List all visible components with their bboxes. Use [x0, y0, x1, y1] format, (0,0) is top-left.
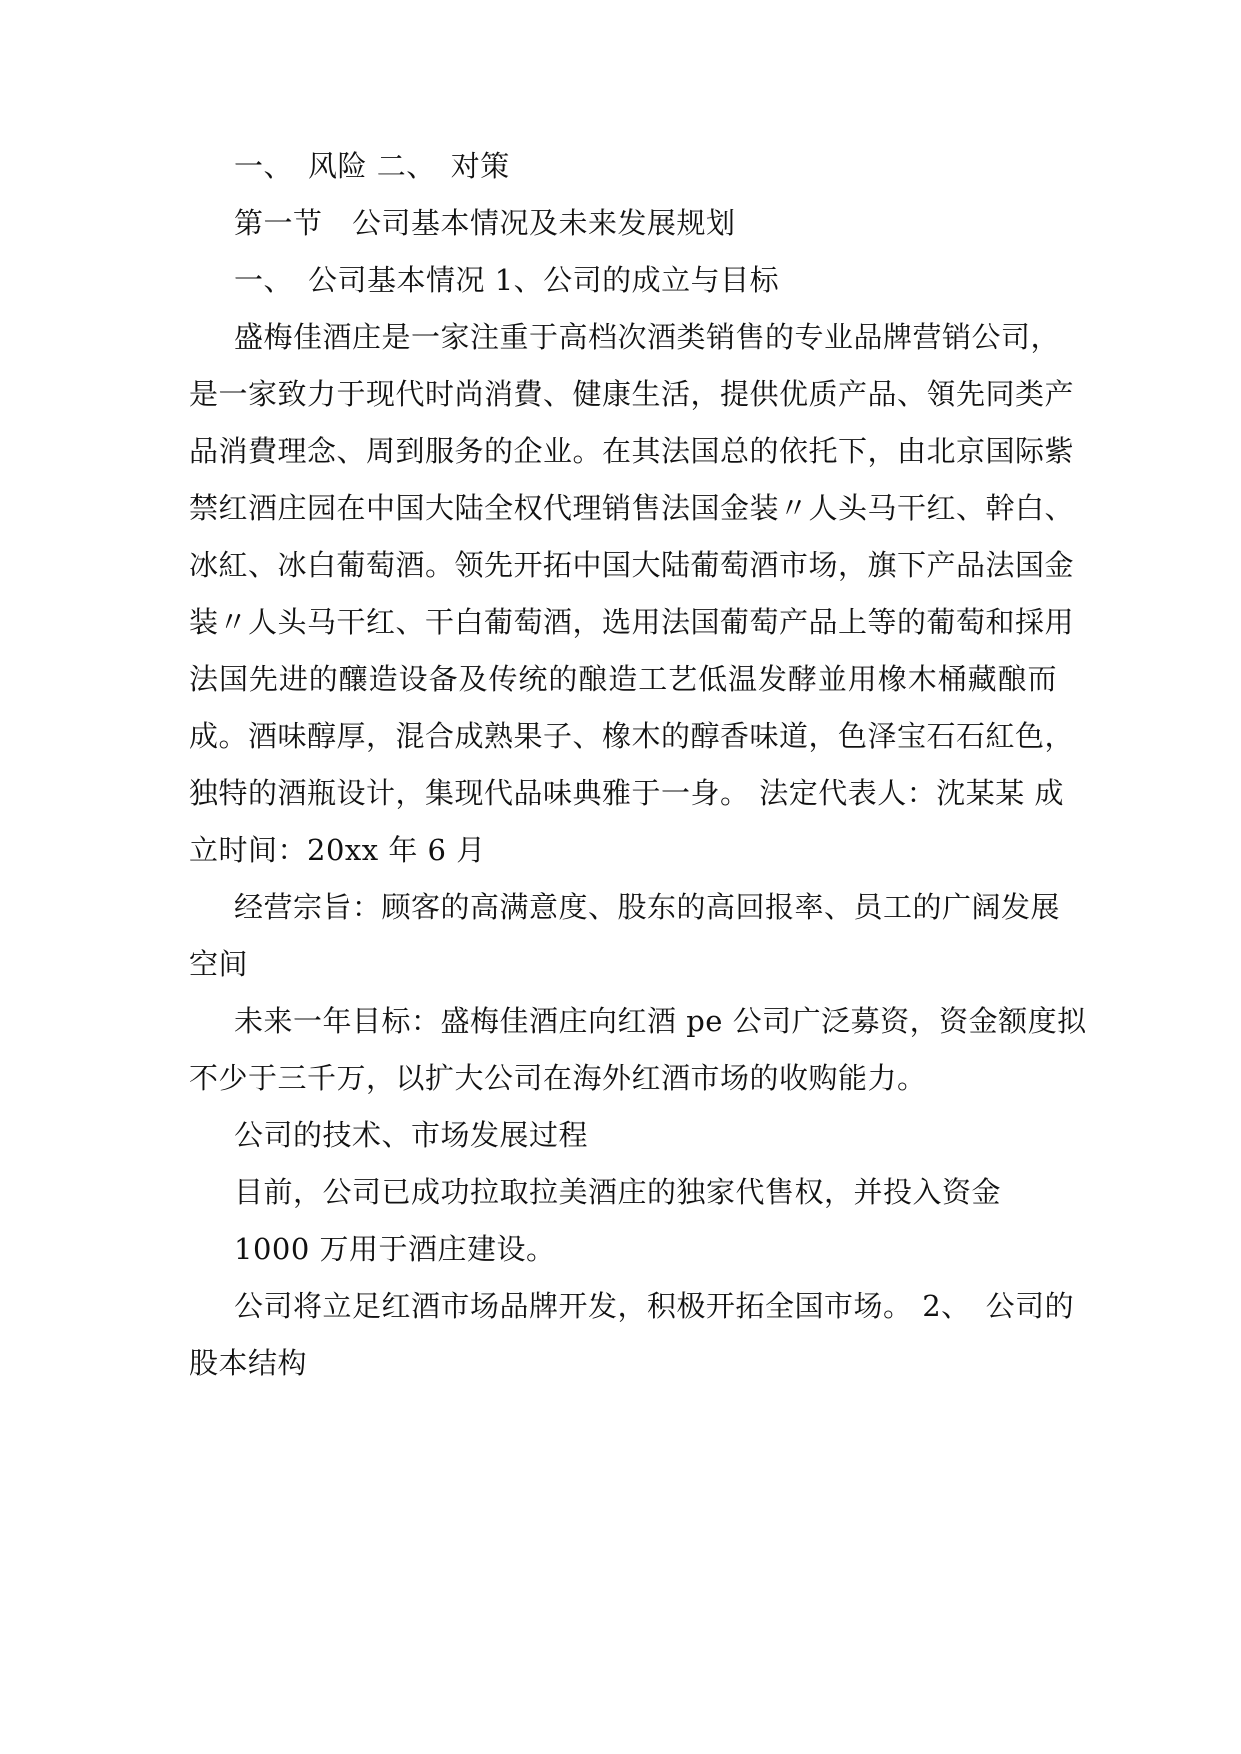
goal-line: 未来一年目标：盛梅佳酒庄向红酒 pe 公司广泛募资，资金额度拟	[234, 1004, 1087, 1038]
paragraph-line: 盛梅佳酒庄是一家注重于高档次酒类销售的专业品牌营销公司，	[234, 320, 1061, 354]
paragraph-line: 禁红酒庄园在中国大陆全权代理销售法国金装〃人头马干红、幹白、	[189, 491, 1075, 525]
business-purpose-line: 经营宗旨：顾客的高满意度、股东的高回报率、员工的广阔发展	[234, 890, 1061, 924]
paragraph-line: 独特的酒瓶设计，集现代品味典雅于一身。 法定代表人：沈某某 成	[189, 776, 1064, 810]
subsection-heading: 一、 公司基本情况 1、公司的成立与目标	[234, 263, 780, 297]
paragraph-line: 装〃人头马干红、干白葡萄酒，选用法国葡萄产品上等的葡萄和採用	[189, 605, 1075, 639]
market-line: 股本结构	[189, 1346, 308, 1380]
paragraph-line: 法国先进的釀造设备及传统的酿造工艺低温发酵並用橡木桶藏酿而	[189, 662, 1057, 696]
development-heading: 公司的技术、市场发展过程	[234, 1118, 589, 1152]
market-line: 公司将立足红酒市场品牌开发，积极开拓全国市场。 2、 公司的	[234, 1289, 1075, 1323]
paragraph-line: 立时间：20xx 年 6 月	[189, 833, 486, 867]
development-line: 目前，公司已成功拉取拉美酒庄的独家代售权，并投入资金	[234, 1175, 1002, 1209]
section-heading: 第一节 公司基本情况及未来发展规划	[234, 206, 736, 240]
goal-line: 不少于三千万，以扩大公司在海外红酒市场的收购能力。	[189, 1061, 927, 1095]
paragraph-line: 冰紅、冰白葡萄酒。领先开拓中国大陆葡萄酒市场，旗下产品法国金	[189, 548, 1075, 582]
paragraph-line: 成。酒味醇厚，混合成熟果子、橡木的醇香味道，色泽宝石石紅色，	[189, 719, 1075, 753]
business-purpose-line: 空间	[189, 947, 249, 981]
development-line: 1000 万用于酒庄建设。	[234, 1232, 556, 1266]
heading-risk-countermeasure: 一、 风险 二、 对策	[234, 149, 510, 183]
paragraph-line: 是一家致力于现代时尚消費、健康生活，提供优质产品、領先同类产	[189, 377, 1075, 411]
paragraph-line: 品消費理念、周到服务的企业。在其法国总的依托下，由北京国际紫	[189, 434, 1075, 468]
